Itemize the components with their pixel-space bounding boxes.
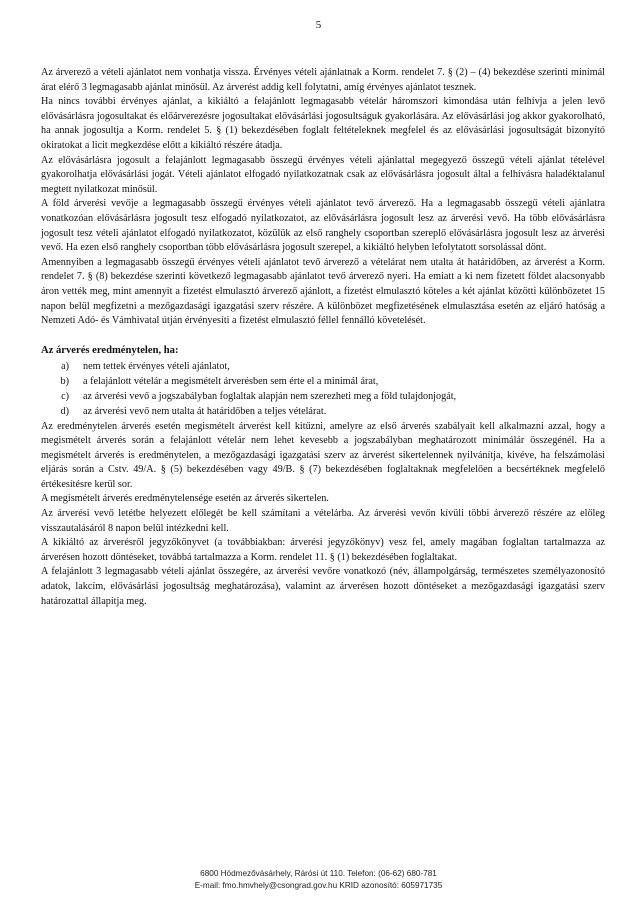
list-item	[41, 359, 605, 374]
list-item-text: az árverési vevő a jogszabályban foglaltak alapján nem szerezheti meg a föld tulajdonjogát,	[83, 391, 457, 403]
document-body	[41, 66, 605, 609]
paragraph: A megismételt árverés eredménytelensége esetén az árverés sikertelen.	[41, 493, 329, 505]
list-item	[41, 404, 605, 419]
paragraph: A kikiáltó az árverésről jegyzőkönyvet (a továbbiakban: árverési jegyzőkönyv) vesz fel, amely magában foglaltan tartalmazza az árverésen hozott döntéseket, továbbá tartalmazza a Korm. rendelet 11. § (1) bekezdésében foglaltakat.	[41, 537, 605, 563]
list-item-text: nem tettek érvényes vételi ajánlatot,	[83, 360, 230, 372]
footer-address: 6800 Hódmezővásárhely, Rárósi út 110. Telefon: (06-62) 680-781	[200, 869, 437, 878]
list-marker: a)	[61, 360, 69, 372]
list-marker: d)	[60, 406, 69, 418]
paragraph: A felajánlott 3 legmagasabb vételi ajánlat összegére, az árverési vevőre vonatkozó (név, állampolgárság, természetes személyazonosító adatok, lakcím, elővásárlási jogosultság meghatározása), valamint az árverésen hozott döntéseket a mezőgazdasági igazgatási szerv határozattal állapítja meg.	[41, 566, 605, 607]
list-marker: c)	[61, 391, 69, 403]
paragraph: Ha nincs további érvényes ajánlat, a kikiáltó a felajánlott legmagasabb vételár háromszori kimondása után felhívja a jelen levő elővásárlásra jogosultakat és előárverezésre jogosultakat elővásárlási jogosultságuk gyakorlására. Az elővásárlási jog akkor gyakorolható, ha annak jogosultja a Korm. rendelet 5. § (1) bekezdésében foglalt feltételeknek megfelel és az elővásárlási jogosultságát bizonyító okiratokat a licit megkezdése előtt a kikiáltó részére átadja.	[41, 96, 605, 151]
paragraph: Az árverési vevő letétbe helyezett előlegét be kell számítani a vételárba. Az árverési vevőn kívüli többi árverező részére az előleg visszautalásáról 8 napon belül intézkedni kell.	[41, 508, 605, 534]
list-item	[41, 389, 605, 404]
list-item-text: az árverési vevő nem utalta át határidőben a teljes vételárat.	[83, 406, 327, 418]
footer-contact: E-mail: fmo.hmvhely@csongrad.gov.hu KRID azonosító: 605971735	[194, 880, 443, 890]
paragraph: Az eredménytelen árverés esetén megismételt árverést kell kitűzni, amelyre az első árverés szabályait kell alkalmazni azzal, hogy a megismételt árverés során a felajánlott vételár nem lehet kevesebb a jogszabályban meghatározott minimálár összegénél. Ha a megismételt árverés is eredménytelen, a mezőgazdasági igazgatási szerv az árverést sikertelennek nyilvánítja, kivéve, ha felszámolási eljárás során a Cstv. 49/A. § (5) bekezdésében vagy 49/B. § (7) bekezdésében foglaltaknak megfelelően a becsértéknek megfelelő értékesítésre kerül sor.	[41, 420, 605, 490]
list-item-text: a felajánlott vételár a megismételt árverésben sem érte el a minimál árat,	[83, 375, 379, 387]
list-marker: b)	[60, 375, 69, 387]
paragraph: A föld árverési vevője a legmagasabb összegű érvényes vételi ajánlatot tevő árverező. Ha a legmagasabb összegű vételi ajánlatra vonatkozóan elővásárlásra jogosult tesz elfogadó nyilatkozatot, az elővásárlásra jogosult lesz az árverési vevő. Ha több elővásárlásra jogosult tesz vételi ajánlatot elfogadó nyilatkozatot, közülük az első ranghely csoportban szereplő elővásárlásra jogosult lesz az árverési vevő. Ha ezen első ranghely csoportban több elővásárlásra jogosult szerepel, a kikiáltó helyben lefolytatott sorsolással dönt.	[41, 198, 605, 254]
paragraph: Az árverező a vételi ajánlatot nem vonhatja vissza. Érvényes vételi ajánlatnak a Korm. rendelet 7. § (2) – (4) bekezdése szerinti minimál árat elérő 3 legmagasabb ajánlat minősül. Az árverést addig kell folytatni, amíg érvényes ajánlatot tesznek.	[41, 67, 605, 93]
section-heading: Az árverés eredménytelen, ha:	[41, 344, 179, 356]
page-footer	[0, 868, 637, 891]
paragraph: Az elővásárlásra jogosult a felajánlott legmagasabb összegű érvényes vételi ajánlattal megegyező összegű vételi ajánlat tételével gyakorolhatja elővásárlási jogát. Vételi ajánlatot elfogadó nyilatkozatnak csak az elővásárlásra jogosult által a felhívásra haladéktalanul megtett nyilatkozat minősül.	[41, 154, 605, 195]
condition-list	[41, 359, 605, 420]
list-item	[41, 374, 605, 389]
paragraph: Amennyiben a legmagasabb összegű érvényes vételi ajánlatot tevő árverező a vételárat nem utalta át határidőben, az árverést a Korm. rendelet 7. § (8) bekezdése szerinti következő legmagasabb ajánlatot tevő árverező nyeri. Ha emiatt a ki nem fizetett földet alacsonyabb áron vették meg, mint amennyit a fizetést elmulasztó árverező ajánlott, a fizetést elmulasztó köteles a két ajánlat közötti különbözetet 15 napon belül megfizetni a mezőgazdasági igazgatási szerv részére. A különbözet megfizetésének elmulasztása esetén az eljáró hatóság a Nemzeti Adó- és Vámhivatal útján érvényesíti a fizetést elmulasztó féllel fennálló követelését.	[41, 256, 605, 327]
spacer	[41, 329, 605, 343]
page-number: 5	[315, 19, 322, 31]
